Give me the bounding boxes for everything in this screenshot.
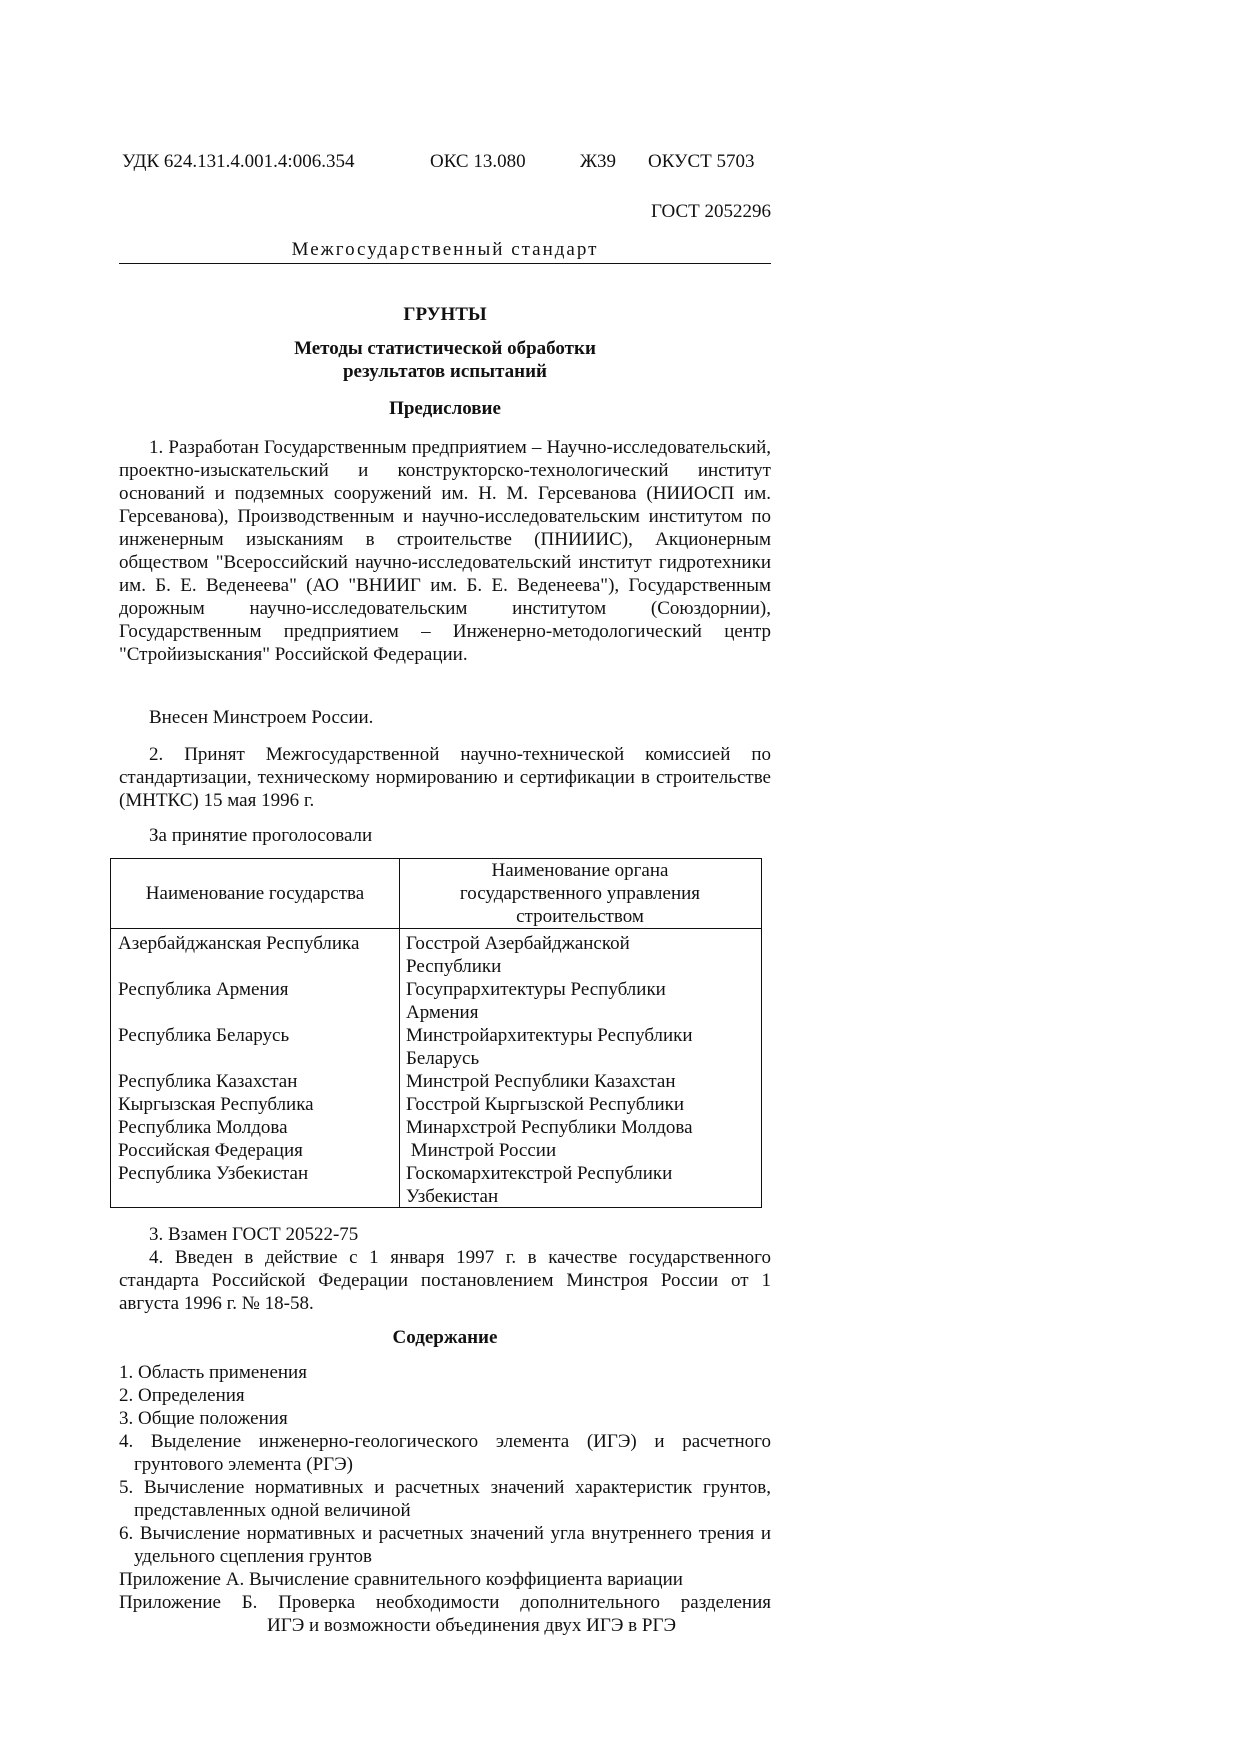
toc-item: 4. Выделение инженерно-геологического элемента (ИГЭ) и расчетного грунтового элемента (РГЭ) [119,1431,771,1475]
zh-code: Ж39 [580,151,617,172]
udk-code: УДК 624.131.4.001.4:006.354 [122,151,355,172]
table-row-organ: Минархстрой Республики Молдова [406,1117,693,1138]
preface-introduced: Внесен Минстроем России. [149,707,374,728]
table-header-state: Наименование государства [145,883,365,904]
toc-appendix-b-cont: ИГЭ и возможности объединения двух ИГЭ в РГЭ [267,1615,676,1636]
table-row-state: Российская Федерация [118,1140,303,1161]
table-row-organ-cont: Армения [406,1002,479,1023]
standard-type: Межгосударственный стандарт [291,239,599,260]
toc-item: 5. Вычисление нормативных и расчетных значений характеристик грунтов, представленных одной величиной [119,1477,771,1521]
table-row-organ: Госкомархитекстрой Республики [406,1163,673,1184]
table-row-state: Республика Узбекистан [118,1163,309,1184]
table-row-state: Азербайджанская Республика [118,933,360,954]
table-row-organ: Госстрой Кыргызской Республики [406,1094,685,1115]
toc-item: 3. Общие положения [119,1408,288,1429]
preface-paragraph-2: 2. Принят Межгосударственной научно-технической комиссией по стандартизации, техническому нормированию и сертификации в строительстве (МНТКС) 15 мая 1996 г. [119,744,771,811]
table-row-state: Республика Казахстан [118,1071,298,1092]
replacement-note: 3. Взамен ГОСТ 20522-75 [149,1224,359,1245]
table-row-organ: Минстрой Республики Казахстан [406,1071,676,1092]
table-column-divider [399,858,400,1208]
table-row-organ-cont: Республики [406,956,502,977]
table-row-state: Республика Беларусь [118,1025,290,1046]
document-title: ГРУНТЫ [403,304,487,325]
table-header-organ: Наименование органа государственного управления строительством [459,860,701,927]
preface-heading: Предисловие [389,398,501,419]
toc-appendix-a: Приложение А. Вычисление сравнительного коэффициента вариации [119,1569,683,1590]
table-row-state: Кыргызская Республика [118,1094,314,1115]
toc-item: 1. Область применения [119,1362,307,1383]
okust-code: ОКУСТ 5703 [648,151,755,172]
document-subtitle-line2: результатов испытаний [342,361,547,382]
table-row-organ: Госстрой Азербайджанской [406,933,630,954]
table-row-state: Республика Армения [118,979,289,1000]
table-row-organ: Госупрархитектуры Республики [406,979,666,1000]
preface-paragraph-1: 1. Разработан Государственным предприятием – Научно-исследовательский, проектно-изыскательский и конструкторско-технологический институт оснований и подземных сооружений им. Н. М. Герсеванова (НИИОСП им. Герсеванова), Производственным и научно-исследовательским институтом по инженерным изысканиям в строительстве (ПНИИИС), Акционерным обществом "Всероссийский научно-исследовательский институт гидротехники им. Б. Е. Веденеева" (АО "ВНИИГ им. Б. Е. Веденеева"), Государственным дорожным научно-исследовательским институтом (Союздорнии), Государственным предприятием – Инженерно-методологический центр "Стройизыскания" Российской Федерации. [119,437,771,665]
table-header-divider [110,928,762,929]
document-subtitle-line1: Методы статистической обработки [294,338,596,359]
toc-appendix-b: Приложение Б. Проверка необходимости дополнительного разделения [119,1592,771,1613]
table-row-state: Республика Молдова [118,1117,288,1138]
table-row-organ-cont: Беларусь [406,1048,480,1069]
toc-heading: Содержание [392,1327,498,1348]
toc-item: 6. Вычисление нормативных и расчетных значений угла внутреннего трения и удельного сцепления грунтов [119,1523,771,1567]
effective-date-note: 4. Введен в действие с 1 января 1997 г. в качестве государственного стандарта Российской Федерации постановлением Минстроя России от 1 августа 1996 г. № 18-58. [119,1247,771,1314]
table-row-organ: Минстрой России [406,1140,557,1161]
preface-voted: За принятие проголосовали [149,825,373,846]
table-row-organ-cont: Узбекистан [406,1186,499,1207]
header-divider [119,263,771,264]
oks-code: ОКС 13.080 [430,151,526,172]
table-row-organ: Минстройархитектуры Республики [406,1025,693,1046]
toc-list [119,1361,771,1637]
gost-number: ГОСТ 2052296 [651,201,771,222]
toc-item: 2. Определения [119,1385,245,1406]
